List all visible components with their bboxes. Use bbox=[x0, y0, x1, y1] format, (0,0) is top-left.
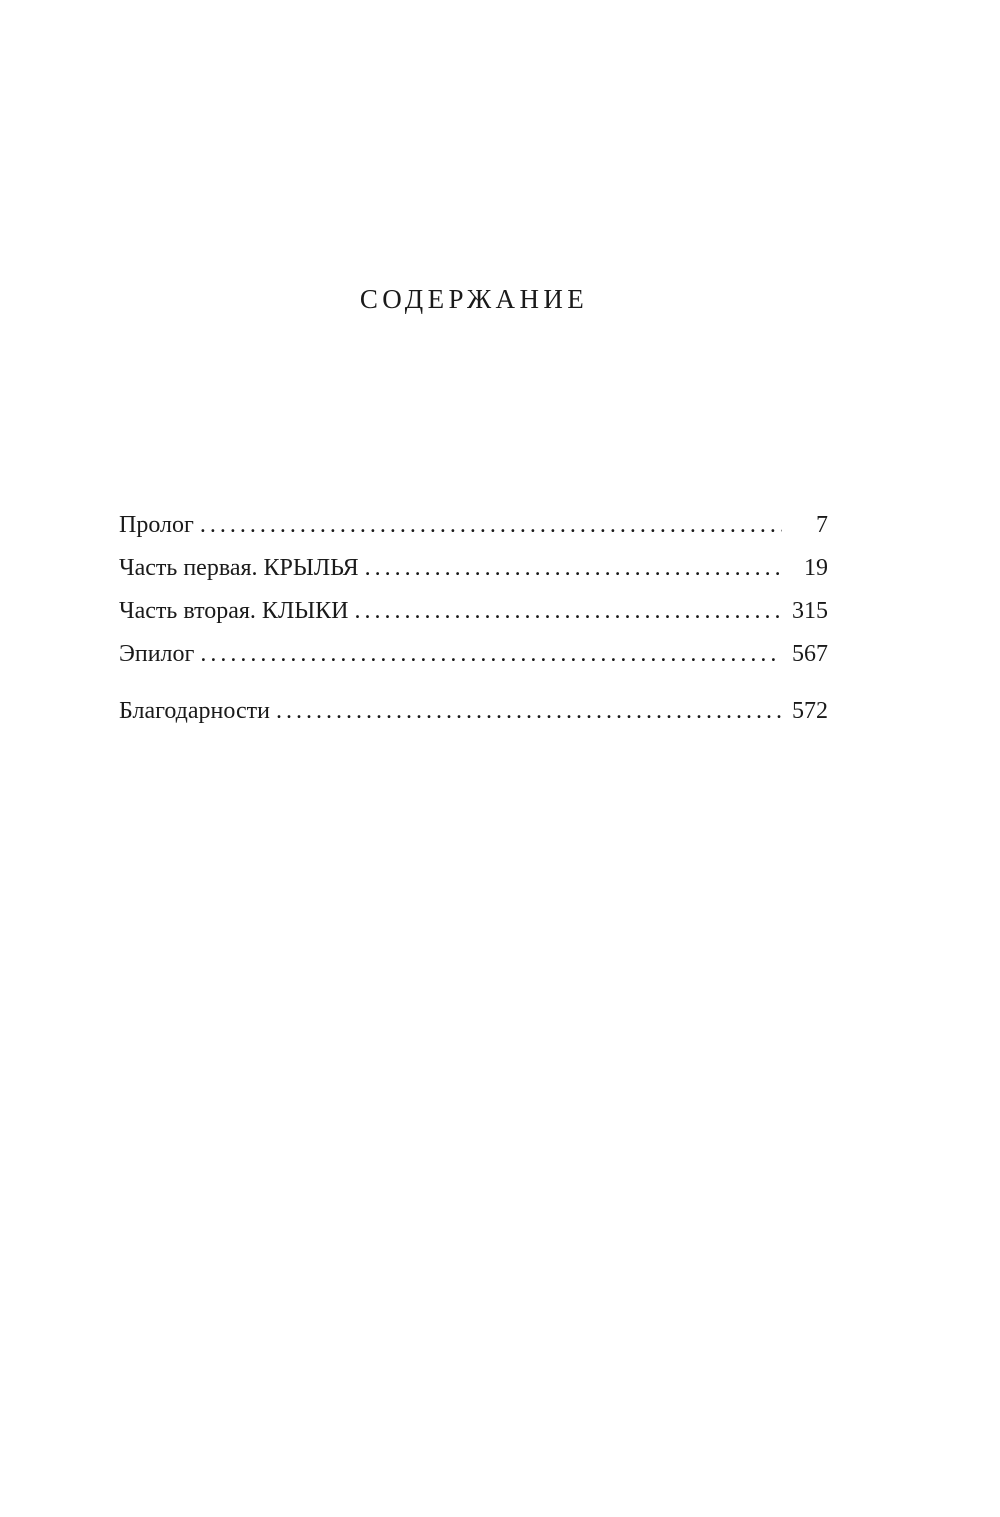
toc-entry-label: Часть первая. КРЫЛЬЯ bbox=[119, 555, 359, 581]
toc-entry-label: Пролог bbox=[119, 512, 194, 538]
toc-entry-prologue bbox=[119, 506, 828, 549]
toc-entry-part-one bbox=[119, 549, 828, 592]
toc-entry-part-two bbox=[119, 592, 828, 635]
dot-leader bbox=[365, 549, 782, 587]
toc-entry-label: Часть вторая. КЛЫКИ bbox=[119, 598, 349, 624]
toc-entry-label: Эпилог bbox=[119, 641, 195, 667]
toc-page-number: 315 bbox=[792, 598, 828, 624]
page-title: СОДЕРЖАНИЕ bbox=[359, 284, 589, 314]
dot-leader bbox=[200, 506, 782, 544]
toc-page-number: 567 bbox=[792, 641, 828, 667]
toc-entry-acknowledgements bbox=[119, 692, 828, 735]
toc-entry-label: Благодарности bbox=[119, 698, 270, 724]
table-of-contents bbox=[119, 506, 828, 735]
dot-leader bbox=[200, 635, 782, 673]
toc-entry-epilogue bbox=[119, 635, 828, 678]
toc-page-number: 572 bbox=[792, 698, 828, 724]
toc-page-number: 19 bbox=[804, 555, 828, 581]
toc-page-number: 7 bbox=[816, 512, 828, 538]
dot-leader bbox=[355, 592, 783, 630]
dot-leader bbox=[276, 692, 782, 730]
